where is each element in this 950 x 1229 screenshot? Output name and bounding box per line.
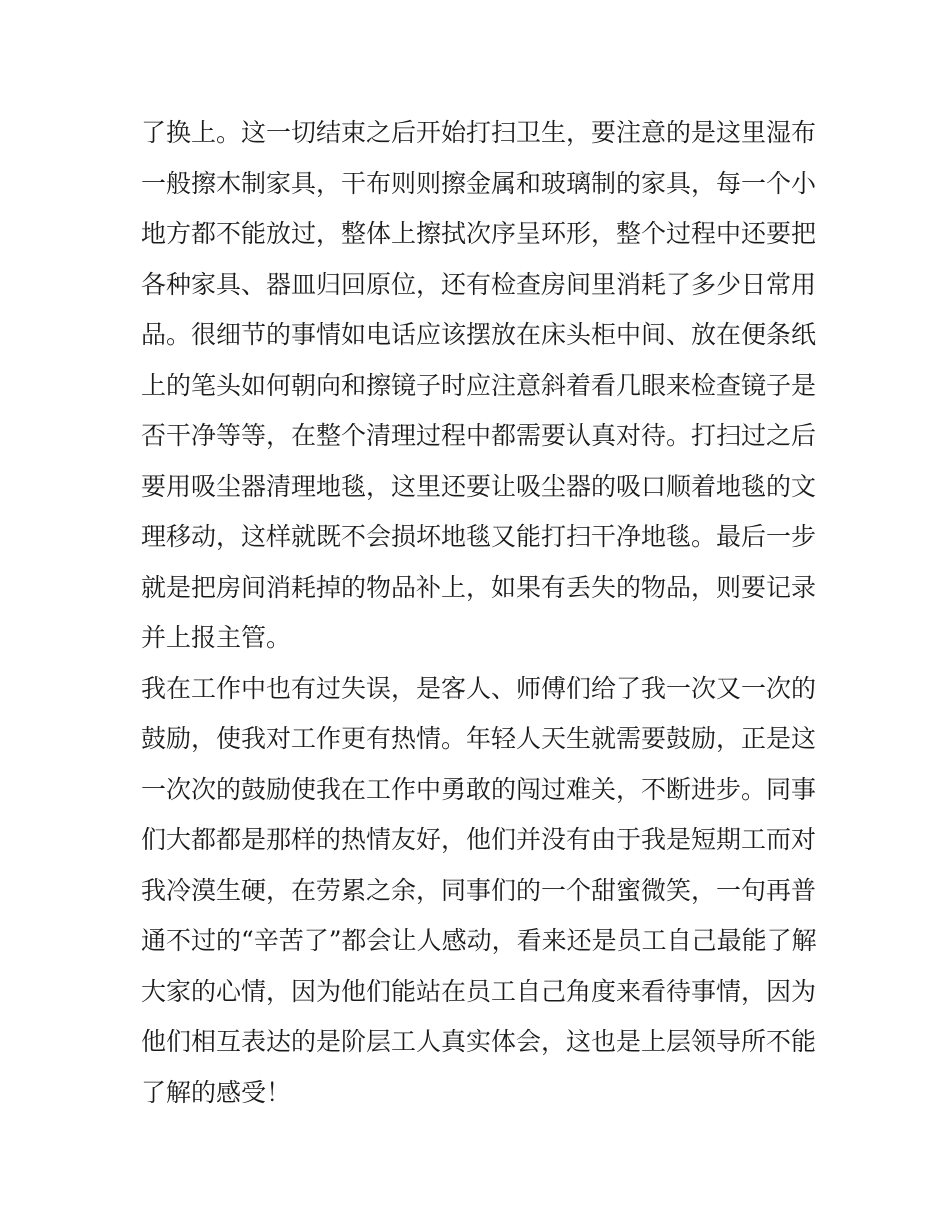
text-line: 品。很细节的事情如电话应该摆放在床头柜中间、放在便条纸: [141, 320, 817, 349]
text-line: 就是把房间消耗掉的物品补上，如果有丢失的物品，则要记录: [141, 572, 817, 602]
body-text: [141, 108, 817, 1118]
text-line: 并上报主管。: [141, 623, 292, 652]
text-line: 我在工作中也有过失误，是客人、师傅们给了我一次又一次的: [141, 673, 817, 703]
text-line: 上的笔头如何朝向和擦镜子时应注意斜着看几眼来检查镜子是: [141, 370, 817, 400]
text-line: 他们相互表达的是阶层工人真实体会，这也是上层领导所不能: [141, 1027, 817, 1056]
text-line: 一般擦木制家具，干布则则擦金属和玻璃制的家具，每一个小: [141, 168, 817, 198]
text-line: 各种家具、器皿归回原位，还有检查房间里消耗了多少日常用: [141, 269, 817, 299]
text-line: 了换上。这一切结束之后开始打扫卫生，要注意的是这里湿布: [141, 118, 817, 147]
text-line: 一次次的鼓励使我在工作中勇敢的闯过难关，不断进步。同事: [141, 774, 817, 804]
text-line: 们大都都是那样的热情友好，他们并没有由于我是短期工而对: [141, 825, 817, 854]
text-line: 理移动，这样就既不会损坏地毯又能打扫干净地毯。最后一步: [141, 522, 817, 551]
text-line: 通不过的“辛苦了”都会让人感动，看来还是员工自己最能了解: [141, 926, 817, 955]
text-line: 大家的心情，因为他们能站在员工自己角度来看待事情，因为: [141, 976, 817, 1006]
text-line: 要用吸尘器清理地毯，这里还要让吸尘器的吸口顺着地毯的文: [141, 471, 817, 501]
text-line: 否干净等等，在整个清理过程中都需要认真对待。打扫过之后: [141, 421, 817, 450]
text-line: 鼓励，使我对工作更有热情。年轻人天生就需要鼓励，正是这: [141, 724, 817, 753]
paragraph-2: [141, 664, 817, 1119]
paragraph-1: [141, 108, 817, 664]
text-line: 了解的感受！: [141, 1077, 292, 1107]
text-line: 我冷漠生硬，在劳累之余，同事们的一个甜蜜微笑，一句再普: [141, 875, 817, 905]
text-line: 地方都不能放过，整体上擦拭次序呈环形，整个过程中还要把: [141, 219, 817, 248]
